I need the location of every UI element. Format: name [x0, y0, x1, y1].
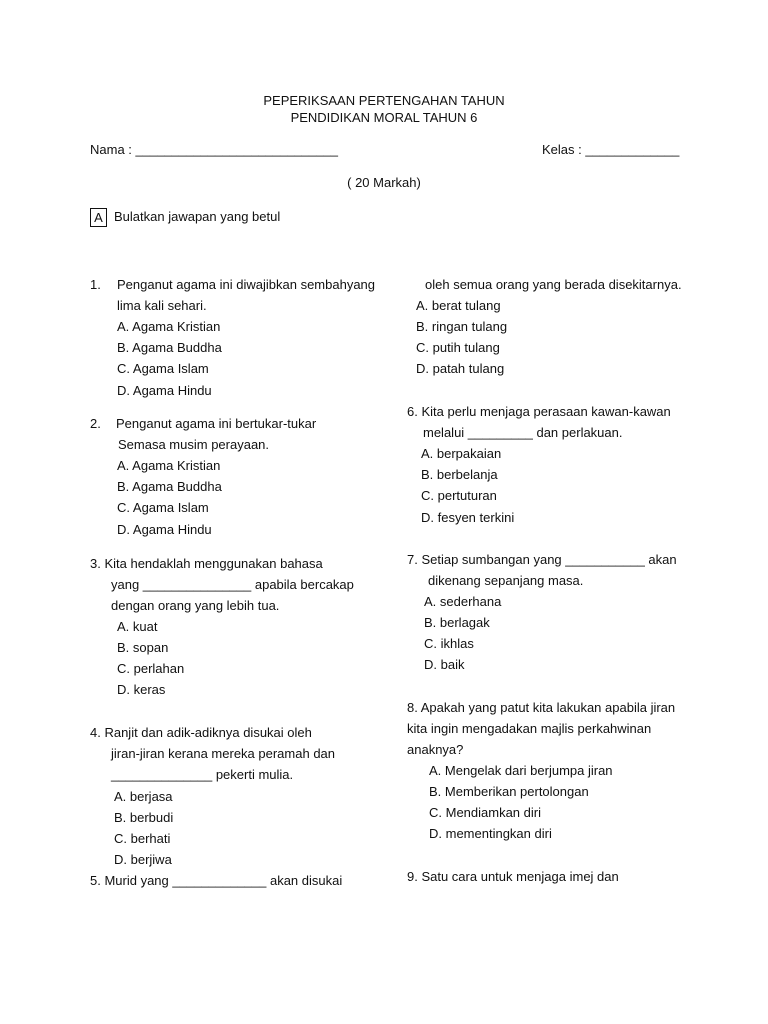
- question-text: dikenang sepanjang masa.: [428, 573, 584, 588]
- option-d[interactable]: D. berjiwa: [114, 852, 172, 867]
- option-c[interactable]: C. Agama Islam: [117, 361, 209, 376]
- option-c[interactable]: C. ikhlas: [424, 636, 474, 651]
- option-b[interactable]: B. sopan: [117, 640, 169, 655]
- option-d[interactable]: D. mementingkan diri: [429, 826, 552, 841]
- option-c[interactable]: C. pertuturan: [421, 488, 497, 503]
- option-a[interactable]: A. Agama Kristian: [117, 458, 221, 473]
- option-c[interactable]: C. perlahan: [117, 661, 185, 676]
- option-c[interactable]: C. Mendiamkan diri: [429, 805, 541, 820]
- option-a[interactable]: A. berjasa: [114, 789, 173, 804]
- question-number: 2.: [90, 416, 101, 431]
- option-a[interactable]: A. Mengelak dari berjumpa jiran: [429, 763, 613, 778]
- option-b[interactable]: B. ringan tulang: [416, 319, 508, 334]
- option-d[interactable]: D. fesyen terkini: [421, 510, 515, 525]
- option-a[interactable]: A. kuat: [117, 619, 158, 634]
- option-d[interactable]: D. patah tulang: [416, 361, 505, 376]
- question-9-text: 9. Satu cara untuk menjaga imej dan: [407, 869, 619, 884]
- option-d[interactable]: D. keras: [117, 682, 166, 697]
- option-a[interactable]: A. sederhana: [424, 594, 502, 609]
- option-b[interactable]: B. Memberikan pertolongan: [429, 784, 589, 799]
- question-text: Semasa musim perayaan.: [118, 437, 270, 452]
- question-text: kita ingin mengadakan majlis perkahwinan: [407, 721, 652, 736]
- question-text: 7. Setiap sumbangan yang ___________ akan: [407, 552, 677, 567]
- option-c[interactable]: C. putih tulang: [416, 340, 500, 355]
- question-text: 3. Kita hendaklah menggunakan bahasa: [90, 556, 323, 571]
- question-text: 8. Apakah yang patut kita lakukan apabila jiran: [407, 700, 676, 715]
- option-a[interactable]: A. Agama Kristian: [117, 319, 221, 334]
- option-b[interactable]: B. berbelanja: [421, 467, 498, 482]
- exam-subtitle: PENDIDIKAN MORAL TAHUN 6: [290, 110, 478, 125]
- section-letter-box: A: [90, 208, 107, 227]
- question-text: 4. Ranjit dan adik-adiknya disukai oleh: [90, 725, 312, 740]
- question-text: Penganut agama ini diwajibkan sembahyang: [117, 277, 376, 292]
- question-text: 6. Kita perlu menjaga perasaan kawan-kawan: [407, 404, 671, 419]
- section-instruction: Bulatkan jawapan yang betul: [114, 209, 281, 224]
- name-field[interactable]: Nama : ____________________________: [90, 142, 338, 157]
- option-a[interactable]: A. berat tulang: [416, 298, 501, 313]
- question-5-text: 5. Murid yang _____________ akan disukai: [90, 873, 343, 888]
- option-b[interactable]: B. Agama Buddha: [117, 479, 222, 494]
- question-text: anaknya?: [407, 742, 464, 757]
- option-b[interactable]: B. berbudi: [114, 810, 174, 825]
- option-b[interactable]: B. berlagak: [424, 615, 490, 630]
- class-field[interactable]: Kelas : _____________: [542, 142, 680, 157]
- option-d[interactable]: D. Agama Hindu: [117, 522, 212, 537]
- option-a[interactable]: A. berpakaian: [421, 446, 502, 461]
- option-d[interactable]: D. baik: [424, 657, 465, 672]
- question-number: 1.: [90, 277, 101, 292]
- question-text: Penganut agama ini bertukar-tukar: [116, 416, 317, 431]
- option-b[interactable]: B. Agama Buddha: [117, 340, 222, 355]
- question-text: ______________ pekerti mulia.: [111, 767, 294, 782]
- question-text: lima kali sehari.: [117, 298, 207, 313]
- option-c[interactable]: C. Agama Islam: [117, 500, 209, 515]
- option-c[interactable]: C. berhati: [114, 831, 171, 846]
- option-d[interactable]: D. Agama Hindu: [117, 383, 212, 398]
- question-text: melalui _________ dan perlakuan.: [423, 425, 623, 440]
- question-text: jiran-jiran kerana mereka peramah dan: [111, 746, 336, 761]
- question-text: yang _______________ apabila bercakap: [111, 577, 354, 592]
- question-text: dengan orang yang lebih tua.: [111, 598, 280, 613]
- total-marks: ( 20 Markah): [347, 175, 421, 190]
- exam-title: PEPERIKSAAN PERTENGAHAN TAHUN: [263, 93, 505, 108]
- question-text: oleh semua orang yang berada disekitarnya.: [425, 277, 682, 292]
